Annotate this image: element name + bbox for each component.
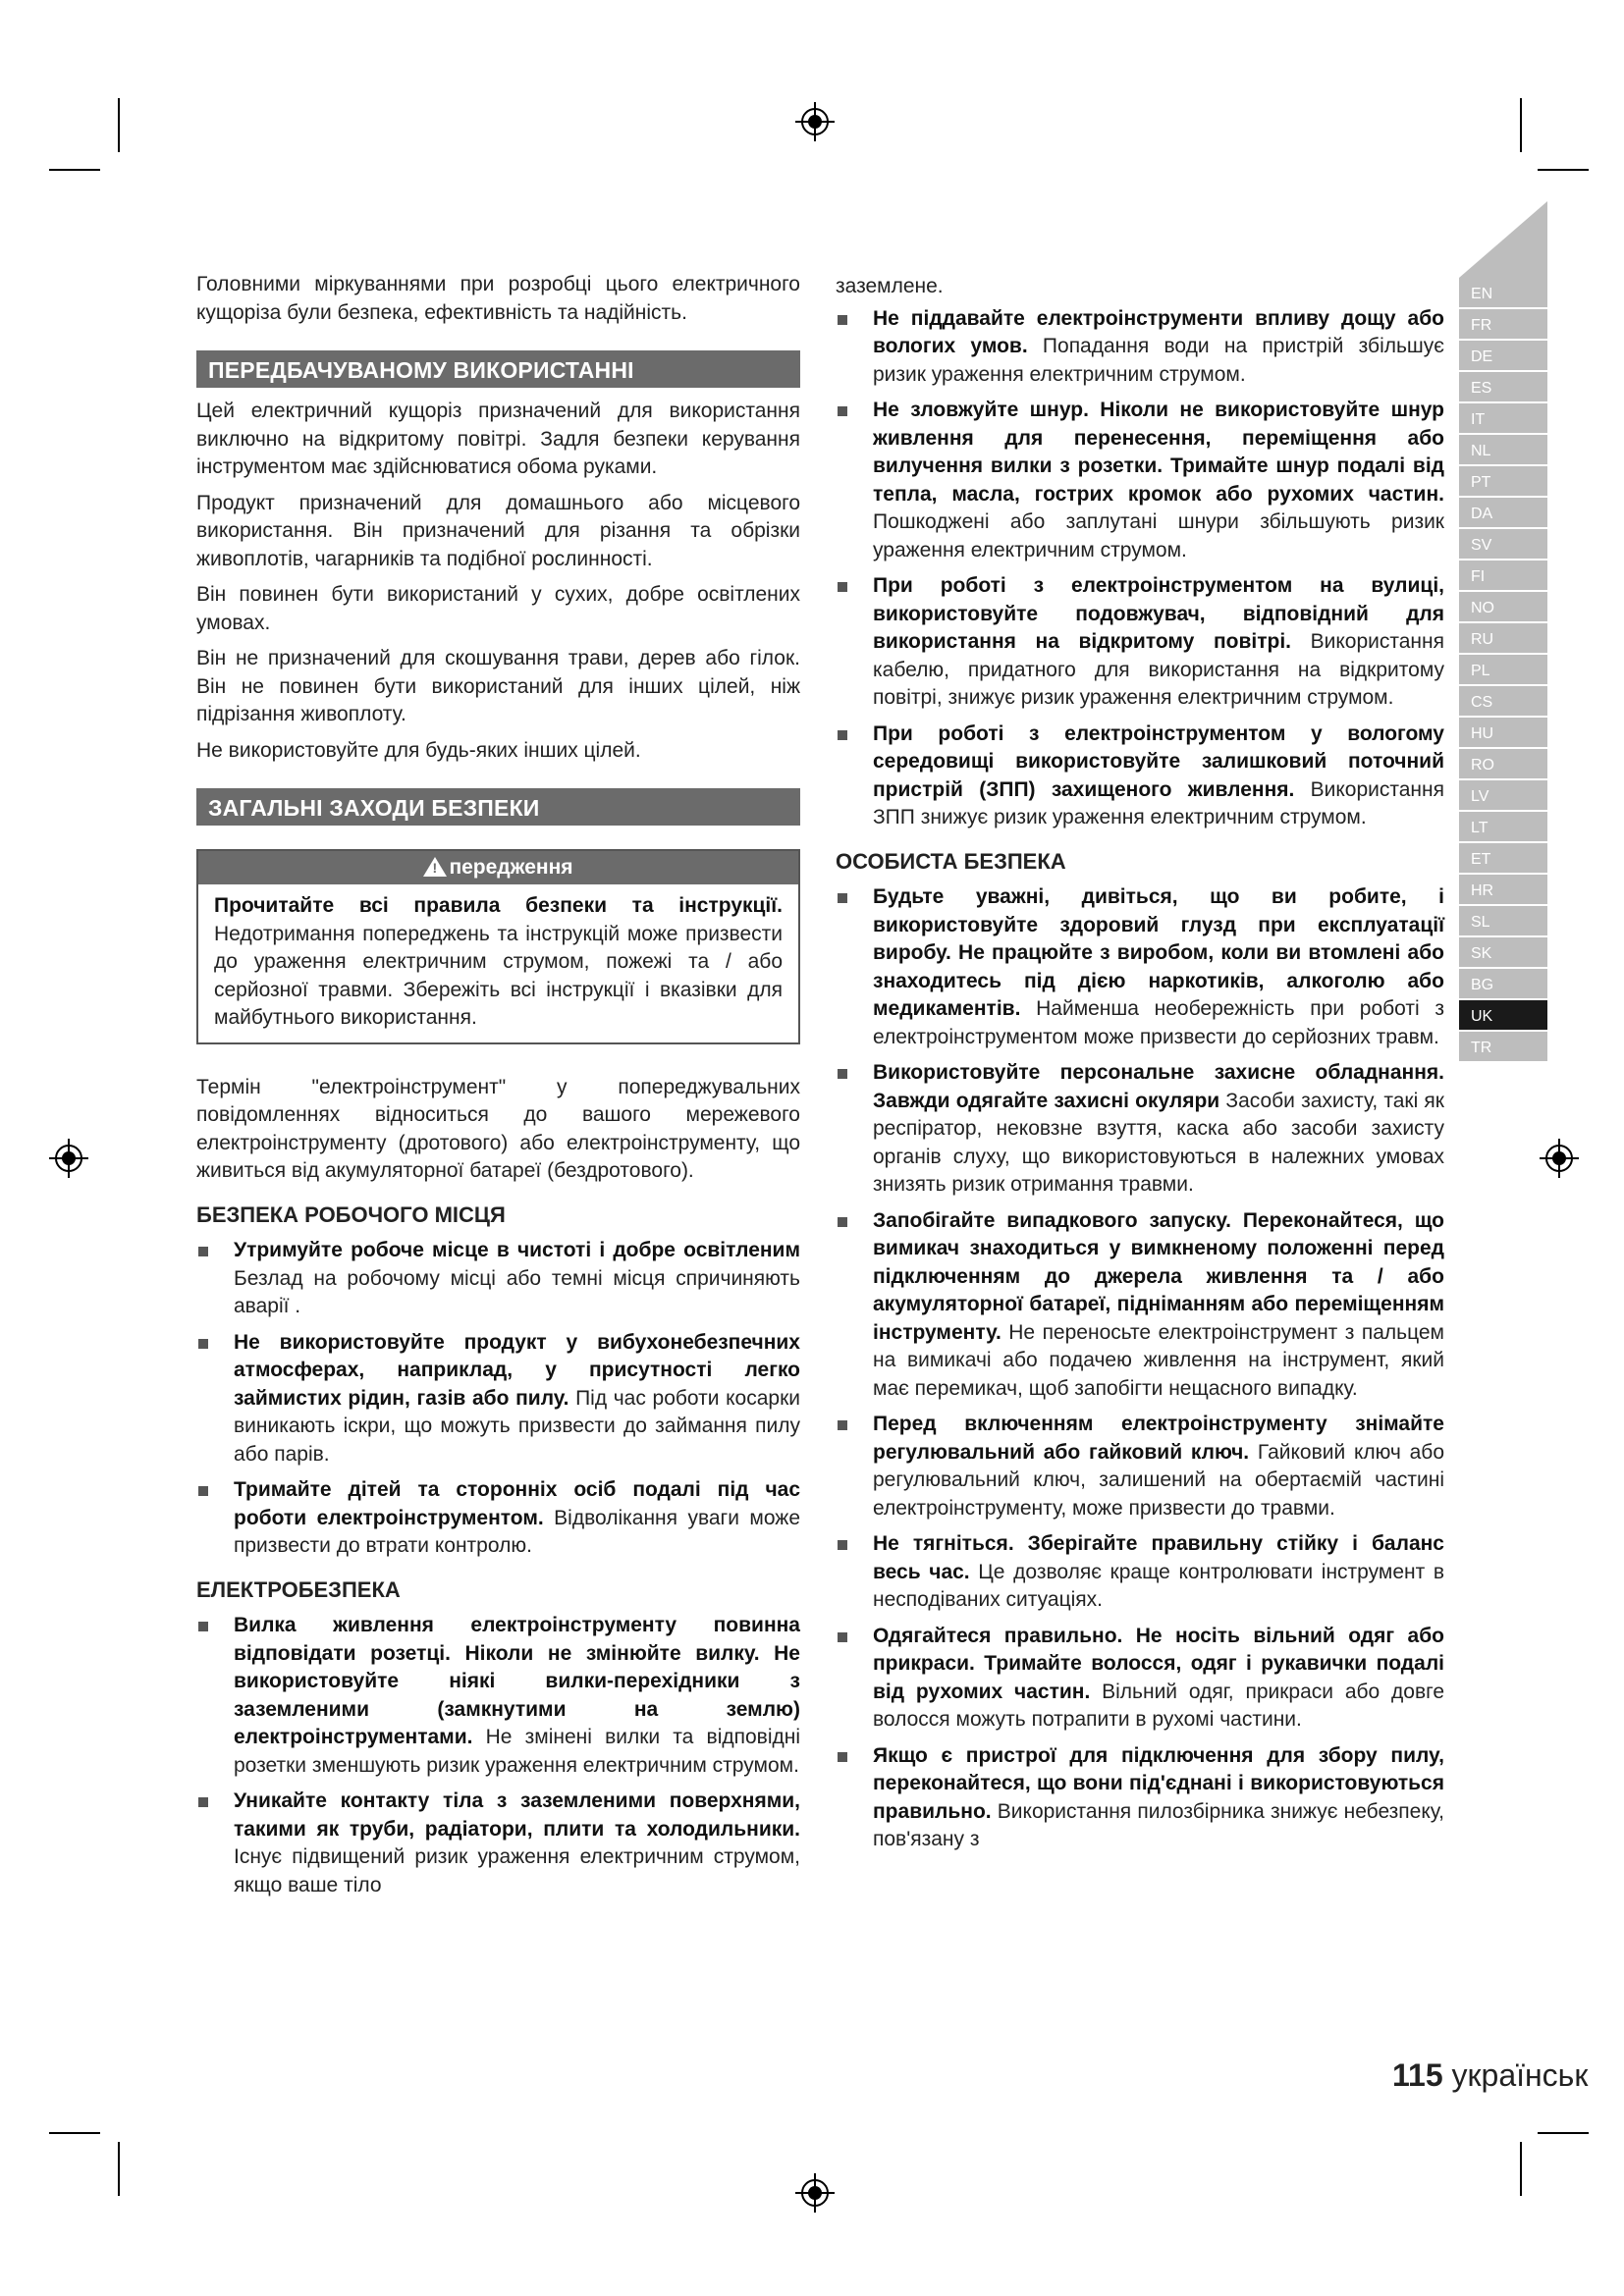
registration-mark-icon [1540,1139,1579,1178]
page-footer [1392,2057,1588,2094]
list-item: Не використовуйте продукт у вибухонебезпечних атмосферах, наприклад, у присутності легко займистих рідин, газів або пилу. Під час роботи косарки виникають іскри, що можуть призвести до займання пилу або парів. [196,1329,800,1469]
bullet-list [836,883,1444,1854]
subsection-heading: БЕЗПЕКА РОБОЧОГО МІСЦЯ [196,1201,506,1227]
crop-mark [1520,98,1522,152]
paragraph: Не використовуйте для будь-яких інших цілей. [196,738,641,762]
crop-mark [118,98,120,152]
page-number: 115 [1392,2057,1443,2093]
list-item: При роботі з електроінструментом у вологому середовищі використовуйте залишковий поточний пристрій (ЗПП) захищеного живлення. Використання ЗПП знижує ризик ураження електричним струмом. [836,721,1444,832]
registration-mark-icon [795,102,835,141]
language-tab[interactable]: UK [1459,1000,1547,1032]
crop-mark [49,169,100,171]
language-tab[interactable]: SK [1459,937,1547,969]
language-tab[interactable]: FI [1459,561,1547,592]
language-tab[interactable]: FR [1459,309,1547,341]
registration-mark-icon [49,1139,88,1178]
language-tab[interactable]: DE [1459,341,1547,372]
paragraph: Продукт призначений для домашнього або місцевого використання. Він призначений для різання та обрізки живоплотів, чагарників та подібної рослинності. [196,491,800,570]
language-tab[interactable]: HR [1459,875,1547,906]
language-tab[interactable]: TR [1459,1032,1547,1063]
warning-text: Недотримання попереджень та інструкцій може призвести до ураження електричним струмом, пожежі та / або серйозної травми. Збережіть всі інструкції і вказівки для майбутнього використання. [214,922,783,1029]
warning-icon: ! [423,857,447,877]
list-item: Не тягніться. Зберігайте правильну стійку і баланс весь час. Це дозволяє краще контролювати інструмент в несподіваних ситуаціях. [836,1530,1444,1615]
list-item: Тримайте дітей та сторонніх осіб подалі під час роботи електроінструментом. Відволікання уваги може призвести до втрати контролю. [196,1476,800,1561]
language-tab[interactable]: NL [1459,435,1547,466]
right-column [836,273,1444,1862]
language-tab[interactable]: CS [1459,686,1547,718]
crop-mark [1538,2132,1589,2134]
language-tab[interactable]: EN [1459,278,1547,309]
language-tab[interactable]: HU [1459,718,1547,749]
crop-mark [1538,169,1589,171]
list-item: При роботі з електроінструментом на вулиці, використовуйте подовжувач, відповідний для використання на відкритому повітрі. Використання кабелю, придатного для використання на відкритому повітрі, знижує ризик ураження електричним струмом. [836,572,1444,713]
warning-box [196,849,800,1044]
language-tab-top [1459,201,1547,278]
paragraph: Він повинен бути використаний у сухих, добре освітлених умовах. [196,583,800,634]
paragraph: Він не призначений для скошування трави, дерев або гілок. Він не повинен бути використаний для інших цілей, ніж підрізання живоплоту. [196,647,800,725]
warning-header [198,851,798,884]
warning-body [198,884,798,1042]
bullet-list [196,1237,800,1561]
registration-mark-icon [795,2173,835,2213]
list-item: Використовуйте персональне захисне обладнання. Завжди одягайте захисні окуляри Засоби захисту, такі як респіратор, нековзне взуття, каска або засоби захисту органів слуху, що використовуються в належних умовах знизять ризик отримання травми. [836,1059,1444,1200]
language-tab[interactable]: NO [1459,592,1547,623]
bullet-list [836,305,1444,832]
language-tab[interactable]: PT [1459,466,1547,498]
list-item: Утримуйте робоче місце в чистоті і добре освітленим Безлад на робочому місці або темні місця спричиняють аварії . [196,1237,800,1321]
crop-mark [118,2142,120,2196]
list-item: Будьте уважні, дивіться, що ви робите, і використовуйте здоровий глузд при експлуатації виробу. Не працюйте з виробом, коли ви втомлені або знаходитесь під дією наркотиків, алкоголю або медикаментів. Найменша необережність при роботі з електроінструментом може призвести до серйозних травм. [836,883,1444,1051]
warning-title: передження [449,856,573,879]
list-item: Вилка живлення електроінструменту повинна відповідати розетці. Ніколи не змінюйте вилку. Не використовуйте ніякі вилки-перехідники з заземленими (замкнутими на землю) електроінструментами. Не змінені вилки та відповідні розетки зменшують ризик ураження електричним струмом. [196,1612,800,1780]
subsection-heading: ЕЛЕКТРОБЕЗПЕКА [196,1576,401,1602]
list-item: Одягайтеся правильно. Не носіть вільний одяг або прикраси. Тримайте волосся, одяг і рукавички подалі від рухомих частин. Вільний одяг, прикраси або довге волосся можуть потрапити в рухомі частини. [836,1623,1444,1735]
subsection-heading: ОСОБИСТА БЕЗПЕКА [836,848,1066,874]
list-item: Уникайте контакту тіла з заземленими поверхнями, такими як труби, радіатори, плити та холодильники. Існує підвищений ризик ураження електричним струмом, якщо ваше тіло [196,1788,800,1899]
continuation-text: заземлене. [836,275,944,297]
term-paragraph: Термін "електроінструмент" у попереджувальних повідомленнях відноситься до вашого мережевого електроінструменту (дротового) або електроінструменту, що живиться від акумуляторної батареї (бездротового). [196,1075,800,1182]
language-tab[interactable]: SV [1459,529,1547,561]
bullet-list [196,1612,800,1899]
list-item: Перед включенням електроінструменту знімайте регулювальний або гайковий ключ. Гайковий ключ або регулювальний ключ, залишений на обертаємій частині електроінструменту, може призвести до травми. [836,1411,1444,1522]
list-item: Не зловжуйте шнур. Ніколи не використовуйте шнур живлення для перенесення, переміщення або вилучення вилки з розетки. Тримайте шнур подалі від тепла, масла, гострих кромок або рухомих частин. Пошкоджені або заплутані шнури збільшують ризик ураження електричним струмом. [836,397,1444,564]
warning-bold: Прочитайте всі правила безпеки та інструкції. [214,894,783,917]
footer-language: українськ [1451,2057,1589,2093]
crop-mark [49,2132,100,2134]
language-tab[interactable]: IT [1459,403,1547,435]
language-tab[interactable]: RO [1459,749,1547,780]
language-tab[interactable]: PL [1459,655,1547,686]
language-tab[interactable]: LV [1459,780,1547,812]
list-item: Запобігайте випадкового запуску. Переконайтеся, що вимикач знаходиться у вимкненому положенні перед підключенням до джерела живлення та / або акумуляторної батареї, підніманням або переміщенням інструменту. Не переносьте електроінструмент з пальцем на вимикачі або подачею живлення на інструмент, який має перемикач, щоб запобігти нещасного випадку. [836,1207,1444,1404]
paragraph: Цей електричний кущоріз призначений для використання виключно на відкритому повітрі. Задля безпеки керування інструментом має здійснюватися обома руками. [196,400,800,478]
language-tab-bar [1459,278,1547,1063]
language-tab[interactable]: ES [1459,372,1547,403]
section-heading: ЗАГАЛЬНІ ЗАХОДИ БЕЗПЕКИ [196,788,800,826]
language-tab[interactable]: SL [1459,906,1547,937]
section-heading: ПЕРЕДБАЧУВАНОМУ ВИКОРИСТАННІ [196,350,800,388]
list-item: Не піддавайте електроінструменти впливу дощу або вологих умов. Попадання води на пристрій збільшує ризик ураження електричним струмом. [836,305,1444,390]
language-tab[interactable]: ET [1459,843,1547,875]
left-column [196,271,800,1907]
language-tab[interactable]: LT [1459,812,1547,843]
list-item: Якщо є пристрої для підключення для збору пилу, переконайтеся, що вони під'єднані і використовуються правильно. Використання пилозбірника знижує небезпеку, пов'язану з [836,1742,1444,1854]
crop-mark [1520,2142,1522,2196]
intro-paragraph: Головними міркуваннями при розробці цього електричного кущоріза були безпека, ефективність та надійність. [196,273,800,324]
language-tab[interactable]: RU [1459,623,1547,655]
language-tab[interactable]: DA [1459,498,1547,529]
language-tab[interactable]: BG [1459,969,1547,1000]
